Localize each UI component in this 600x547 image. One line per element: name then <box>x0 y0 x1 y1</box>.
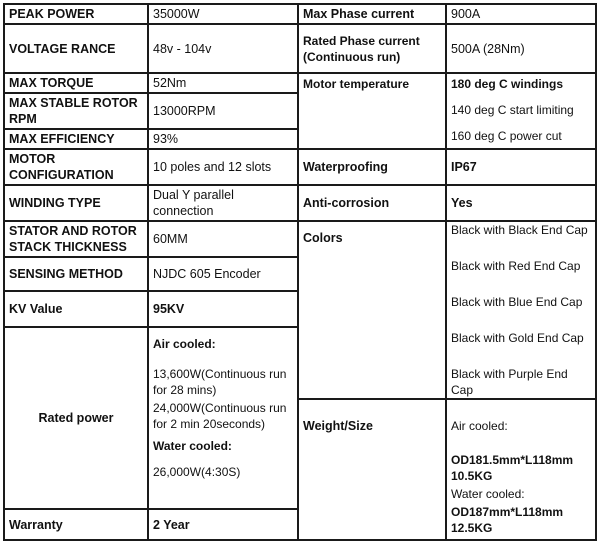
stack-label: STATOR AND ROTOR STACK THICKNESS <box>9 224 137 254</box>
waterproof-label: Waterproofing <box>303 160 388 174</box>
sensing-label: SENSING METHOD <box>9 267 123 281</box>
rated-air-head: Air cooled: <box>153 337 216 351</box>
max-torque-label: MAX TORQUE <box>9 76 94 90</box>
motor-temp-2: 140 deg C start limiting <box>451 103 574 117</box>
stack-value: 60MM <box>153 232 188 246</box>
max-rpm-value: 13000RPM <box>153 104 216 118</box>
border-right <box>595 3 597 541</box>
color-item: Black with Blue End Cap <box>451 295 583 309</box>
voltage-value: 48v - 104v <box>153 41 212 56</box>
max-rpm-label: MAX STABLE ROTOR RPM <box>9 96 138 126</box>
anticorr-label: Anti-corrosion <box>303 196 390 210</box>
motor-temp-1: 180 deg C windings <box>451 77 564 91</box>
color-item: Black with Red End Cap <box>451 259 581 273</box>
weight-label: Weight/Size <box>303 419 373 433</box>
color-item: Black with Gold End Cap <box>451 331 584 345</box>
max-torque-value: 52Nm <box>153 76 187 90</box>
anticorr-value: Yes <box>451 196 473 210</box>
max-eff-value: 93% <box>153 132 179 146</box>
winding-value: Dual Y parallel connection <box>153 188 234 218</box>
weight-air-val: OD181.5mm*L118mm 10.5KG <box>451 453 574 483</box>
voltage-label: VOLTAGE RANCE <box>9 41 116 56</box>
warranty-value: 2 Year <box>153 517 190 532</box>
motor-config-value: 10 poles and 12 slots <box>153 160 272 174</box>
motor-temp-3: 160 deg C power cut <box>451 129 562 143</box>
rated-air-2: 24,000W(Continuous run for 2 min 20seconds) <box>153 401 287 431</box>
rated-water-1: 26,000W(4:30S) <box>153 465 241 479</box>
rated-water-head: Water cooled: <box>153 439 232 453</box>
kv-label: KV Value <box>9 302 63 316</box>
rated-air-1: 13,600W(Continuous run for 28 mins) <box>153 367 287 397</box>
weight-water-head: Water cooled: <box>451 487 525 501</box>
weight-water-val: OD187mm*L118mm 12.5KG <box>451 505 564 535</box>
border-bottom <box>3 539 597 541</box>
peak-power-label: PEAK POWER <box>9 7 95 21</box>
motor-config-label: MOTOR CONFIGURATION <box>9 152 114 182</box>
max-eff-label: MAX EFFICIENCY <box>9 132 115 146</box>
rated-power-label: Rated power <box>38 411 114 425</box>
warranty-label: Warranty <box>9 517 63 532</box>
weight-air-head: Air cooled: <box>451 419 508 433</box>
row-line-r2 <box>297 72 597 74</box>
sensing-value: NJDC 605 Encoder <box>153 267 261 281</box>
peak-power-value: 35000W <box>153 7 200 21</box>
motor-temp-values <box>447 76 595 148</box>
rated-power-values <box>149 336 297 506</box>
motor-temp-label: Motor temperature <box>303 77 410 91</box>
colors-list <box>447 222 595 398</box>
kv-value: 95KV <box>153 302 185 316</box>
max-phase-value: 900A <box>451 7 481 21</box>
weight-values <box>447 418 595 538</box>
colors-label: Colors <box>303 231 343 245</box>
max-phase-label: Max Phase current <box>303 7 415 21</box>
waterproof-value: IP67 <box>451 160 477 174</box>
color-item: Black with Black End Cap <box>451 223 588 237</box>
color-item: Black with Purple End Cap <box>451 367 568 397</box>
winding-label: WINDING TYPE <box>9 196 101 210</box>
rated-phase-value: 500A (28Nm) <box>451 41 525 56</box>
rated-phase-label: Rated Phase current (Continuous run) <box>303 33 420 64</box>
